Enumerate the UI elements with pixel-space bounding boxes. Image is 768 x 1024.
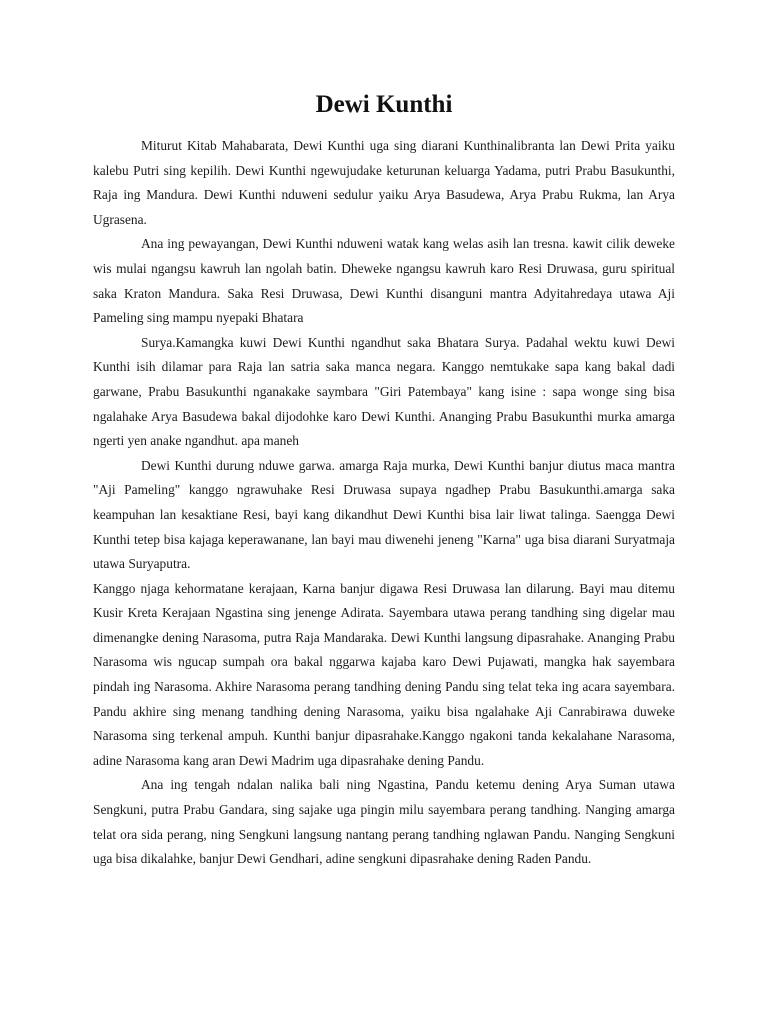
paragraph-6: Ana ing tengah ndalan nalika bali ning Ngastina, Pandu ketemu dening Arya Suman utawa Sengkuni, putra Prabu Gandara, sing sajake uga pingin milu sayembara perang tandhing. Nanging amarga telat ora sida perang, ning Sengkuni langsung nantang perang tandhing nglawan Pandu. Nanging Sengkuni uga bisa dikalahke, banjur Dewi Gendhari, adine sengkuni dipasrahake dening Raden Pandu. xyxy=(93,777,675,867)
paragraph-2: Ana ing pewayangan, Dewi Kunthi nduweni watak kang welas asih lan tresna. kawit cilik deweke wis mulai ngangsu kawruh lan ngolah batin. Dheweke ngangsu kawruh karo Resi Druwasa, guru spiritual saka Kraton Mandura. Saka Resi Druwasa, Dewi Kunthi disanguni mantra Adyitahredaya utawa Aji Pameling sing mampu nyepaki Bhatara xyxy=(93,236,675,326)
paragraph-3: Surya.Kamangka kuwi Dewi Kunthi ngandhut saka Bhatara Surya. Padahal wektu kuwi Dewi Kunthi isih dilamar para Raja lan satria saka manca negara. Kanggo nemtukake sapa kang bakal dadi garwane, Prabu Basukunthi nganakake saymbara "Giri Patembaya" kang isine : sapa wonge sing bisa ngalahake Arya Basudewa bakal dijodohke karo Dewi Kunthi. Ananging Prabu Basukunthi murka amarga ngerti yen anake ngandhut. apa maneh xyxy=(93,334,675,449)
document-title: Dewi Kunthi xyxy=(315,91,453,118)
paragraph-5: Kanggo njaga kehormatane kerajaan, Karna banjur digawa Resi Druwasa lan dilarung. Bayi mau ditemu Kusir Kreta Kerajaan Ngastina sing jenenge Adirata. Sayembara utawa perang tandhing sing digelar mau dimenangke dening Narasoma, putra Raja Mandaraka. Dewi Kunthi langsung dipasrahake. Ananging Prabu Narasoma wis ngucap sumpah ora bakal nggarwa kajaba karo Dewi Pujawati, mangka hak sayembara pindah ing Narasoma. Akhire Narasoma perang tandhing dening Pandu sing telat teka ing acara sayembara. Pandu akhire sing menang tandhing dening Narasoma, yaiku bisa ngalahake Aji Canrabirawa duweke Narasoma sing terkenal ampuh. Kunthi banjur dipasrahake.Kanggo ngakoni tanda kekalahane Narasoma, adine Narasoma kang aran Dewi Madrim uga dipasrahake dening Pandu. xyxy=(93,580,675,768)
document-page xyxy=(93,90,675,872)
paragraph-4: Dewi Kunthi durung nduwe garwa. amarga Raja murka, Dewi Kunthi banjur diutus maca mantra "Aji Pameling" kanggo ngrawuhake Resi Druwasa supaya ngadhep Prabu Basukunthi.amarga saka keampuhan lan kesaktiane Resi, bayi kang dikandhut Dewi Kunthi bisa lair liwat talinga. Saengga Dewi Kunthi tetep bisa kajaga keperawanane, lan bayi mau diwenehi jeneng "Karna" uga bisa diarani Suryatmaja utawa Suryaputra. xyxy=(93,457,675,572)
paragraph-1: Miturut Kitab Mahabarata, Dewi Kunthi uga sing diarani Kunthinalibranta lan Dewi Prita yaiku kalebu Putri sing kepilih. Dewi Kunthi ngewujudake keturunan keluarga Yadama, putri Prabu Basukunthi, Raja ing Mandura. Dewi Kunthi nduweni sedulur yaiku Arya Basudewa, Arya Prabu Rukma, lan Arya Ugrasena. xyxy=(93,138,675,227)
